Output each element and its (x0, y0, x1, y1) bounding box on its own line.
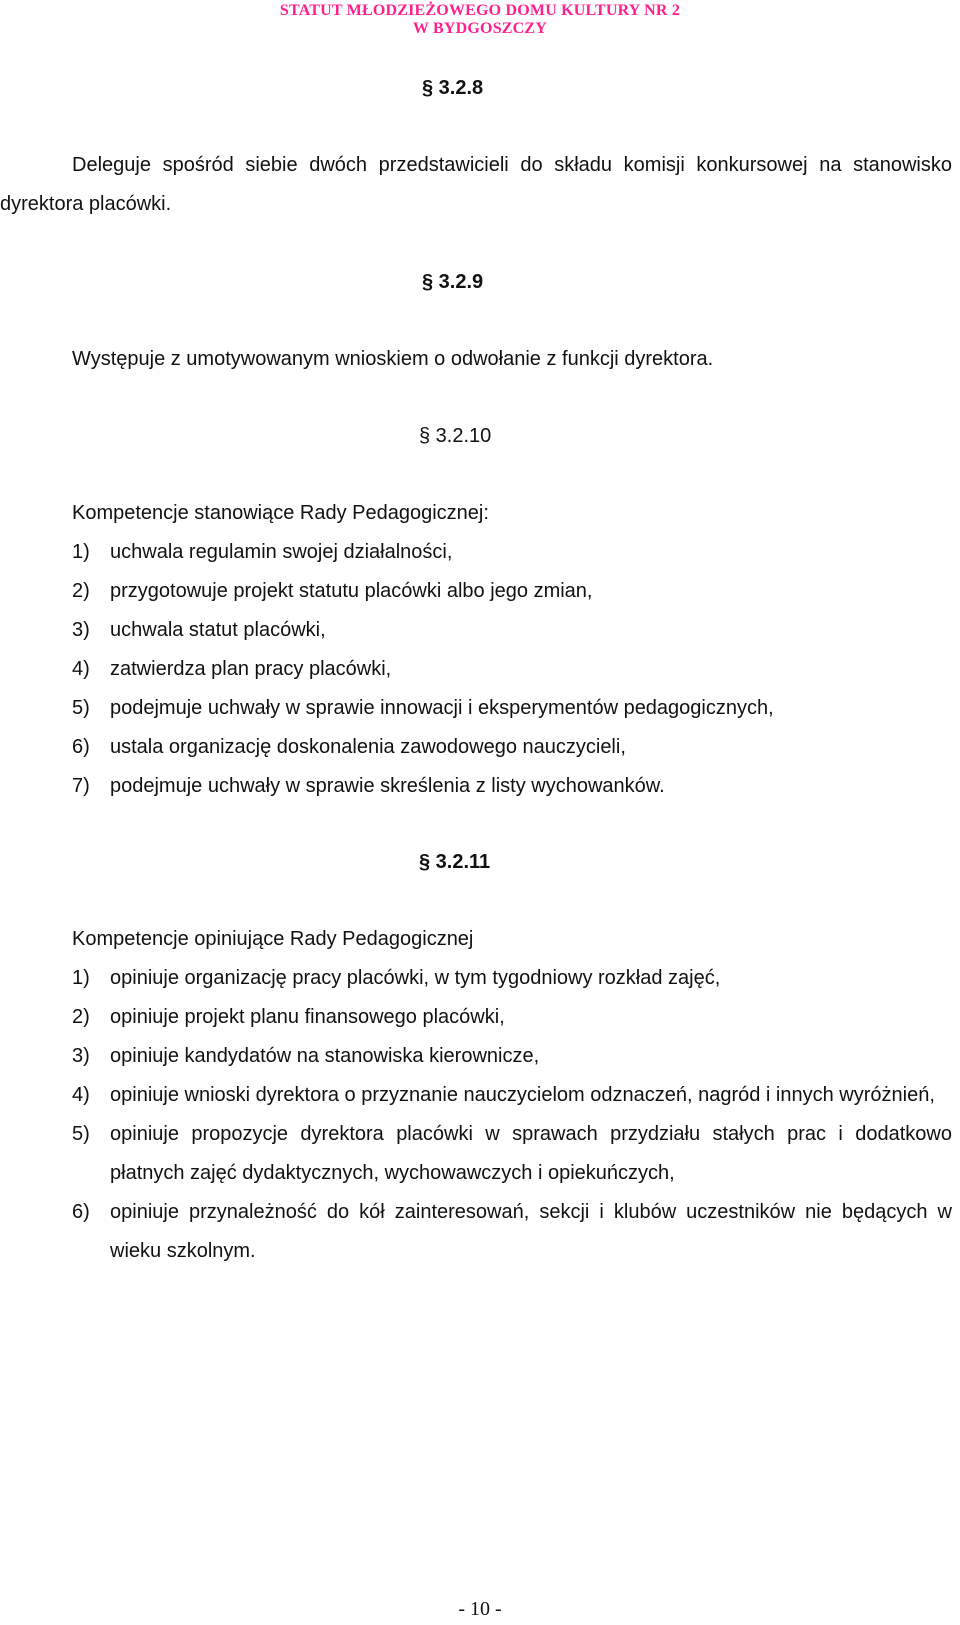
document-header (0, 2, 960, 38)
list-item (72, 1076, 952, 1115)
list-item-text: opiniuje kandydatów na stanowiska kierownicze, (110, 1045, 540, 1067)
list-item-number: 4) (72, 1084, 90, 1106)
section-intro-3-2-10: Kompetencje stanowiące Rady Pedagogicznej: (72, 502, 489, 524)
list-item-number: 3) (72, 1045, 90, 1067)
section-intro-3-2-11: Kompetencje opiniujące Rady Pedagogicznej (72, 928, 474, 950)
list-item (72, 1115, 952, 1193)
list-item-text: ustala organizację doskonalenia zawodowego nauczycieli, (110, 736, 626, 758)
list-item-number: 2) (72, 1006, 90, 1028)
list-item (72, 1037, 952, 1076)
list-item-text: opiniuje propozycje dyrektora placówki w sprawach przydziału stałych prac i dodatkowo płatnych zajęć dydaktycznych, wychowawczych i opiekuńczych, (110, 1123, 952, 1184)
page-number: - 10 - (458, 1598, 502, 1620)
list-item-text: uchwala regulamin swojej działalności, (110, 541, 453, 563)
list-item (72, 767, 952, 806)
section-heading-3-2-11: § 3.2.11 (419, 851, 491, 873)
list-item (72, 533, 952, 572)
list-item-number: 3) (72, 619, 90, 641)
list-item-number: 6) (72, 736, 90, 758)
list-item-text: opiniuje organizację pracy placówki, w tym tygodniowy rozkład zajęć, (110, 967, 721, 989)
list-item-text: podejmuje uchwały w sprawie innowacji i eksperymentów pedagogicznych, (110, 697, 774, 719)
header-subtitle: W BYDGOSZCZY (412, 20, 548, 37)
list-item (72, 1193, 952, 1271)
competence-list-advisory (72, 959, 952, 1271)
list-item-text: uchwala statut placówki, (110, 619, 326, 641)
list-item-number: 2) (72, 580, 90, 602)
section-text-3-2-8: Deleguje spośród siebie dwóch przedstawicieli do składu komisji konkursowej na stanowisko dyrektora placówki. (0, 154, 952, 215)
list-item-text: opiniuje wnioski dyrektora o przyznanie nauczycielom odznaczeń, nagród i innych wyróżnień, (110, 1084, 935, 1106)
section-text-3-2-9: Występuje z umotywowanym wnioskiem o odwołanie z funkcji dyrektora. (72, 348, 714, 370)
list-item (72, 689, 952, 728)
competence-list-decisive (72, 533, 952, 806)
list-item (72, 572, 952, 611)
list-item-text: opiniuje projekt planu finansowego placówki, (110, 1006, 505, 1028)
list-item (72, 728, 952, 767)
section-heading-3-2-9: § 3.2.9 (422, 271, 484, 293)
list-item-number: 5) (72, 1123, 90, 1145)
list-item (72, 611, 952, 650)
list-item-number: 4) (72, 658, 90, 680)
header-title: STATUT MŁODZIEŻOWEGO DOMU KULTURY NR 2 (279, 2, 681, 19)
section-heading-3-2-10: § 3.2.10 (419, 425, 492, 447)
list-item (72, 959, 952, 998)
list-item-number: 1) (72, 967, 90, 989)
list-item (72, 998, 952, 1037)
list-item-text: przygotowuje projekt statutu placówki albo jego zmian, (110, 580, 593, 602)
list-item-text: zatwierdza plan pracy placówki, (110, 658, 392, 680)
section-heading-3-2-8: § 3.2.8 (422, 77, 484, 99)
list-item-text: podejmuje uchwały w sprawie skreślenia z listy wychowanków. (110, 775, 665, 797)
list-item-number: 5) (72, 697, 90, 719)
list-item-number: 6) (72, 1201, 90, 1223)
list-item-text: opiniuje przynależność do kół zainteresowań, sekcji i klubów uczestników nie będących w wieku szkolnym. (110, 1201, 952, 1262)
list-item-number: 7) (72, 775, 90, 797)
list-item-number: 1) (72, 541, 90, 563)
list-item (72, 650, 952, 689)
